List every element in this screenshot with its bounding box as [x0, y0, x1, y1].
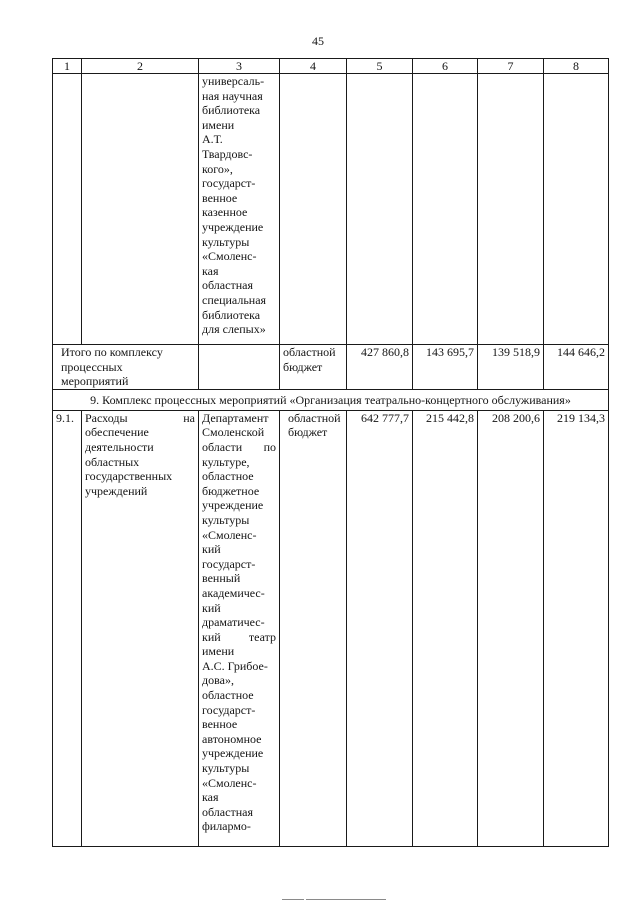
executor-theatre-line: кий театр — [202, 629, 276, 644]
item-executor — [199, 410, 280, 846]
section-title: 9. Комплекс процессных мероприятий «Организация театрально-концертного обслуживания» — [53, 389, 609, 410]
item-name — [82, 410, 199, 846]
empty-cell — [347, 74, 413, 345]
column-number: 1 — [53, 59, 82, 74]
column-number: 7 — [478, 59, 544, 74]
empty-cell — [280, 74, 347, 345]
executor-middle: культуре, областное бюджетное учреждение культуры «Смоленс- кий государст- венный академичес- кий драматичес- — [202, 454, 265, 630]
continuation-row — [53, 74, 609, 345]
empty-cell — [53, 74, 82, 345]
scan-mark — [306, 899, 386, 900]
item-amount-col8: 219 134,3 — [544, 410, 609, 846]
total-source: областной бюджет — [280, 345, 347, 390]
total-amount-col8: 144 646,2 — [544, 345, 609, 390]
scan-mark — [282, 899, 304, 900]
item-amount-col5: 642 777,7 — [347, 410, 413, 846]
column-number: 6 — [413, 59, 478, 74]
page-number: 45 — [312, 34, 324, 48]
total-label: Итого по комплексу процессных мероприятий — [53, 345, 199, 390]
empty-cell — [82, 74, 199, 345]
total-row — [53, 345, 609, 390]
item-name-rest: обеспечение деятельности областных государственных учреждений — [85, 425, 173, 498]
item-source: областной бюджет — [280, 410, 347, 846]
executor-rest: имени А.С. Грибое- дова», областное государст- венное автономное учреждение культуры «Смоленс- кая областная филармо- — [202, 644, 268, 834]
executor-line2: Смоленской — [202, 425, 265, 440]
total-amount-col6: 143 695,7 — [413, 345, 478, 390]
empty-cell — [413, 74, 478, 345]
column-number: 2 — [82, 59, 199, 74]
empty-cell — [544, 74, 609, 345]
program-table — [52, 58, 609, 847]
item-amount-col7: 208 200,6 — [478, 410, 544, 846]
total-amount-col7: 139 518,9 — [478, 345, 544, 390]
column-number: 5 — [347, 59, 413, 74]
section-heading-row — [53, 389, 609, 410]
column-number: 8 — [544, 59, 609, 74]
executor-continuation: универсаль- ная научная библиотека имени А.Т. Твардовс- кого», государст- венное казенное учреждение культуры «Смоленс- кая областная специальная библиотека для слепых» — [199, 74, 280, 345]
empty-cell — [199, 345, 280, 390]
column-number-row — [53, 59, 609, 74]
item-row-9-1 — [53, 410, 609, 846]
empty-cell — [478, 74, 544, 345]
item-name-line1: Расходы на — [85, 410, 195, 425]
executor-line3: области по — [202, 439, 276, 454]
column-number: 3 — [199, 59, 280, 74]
item-amount-col6: 215 442,8 — [413, 410, 478, 846]
item-number: 9.1. — [53, 410, 82, 846]
executor-line1: Департамент — [202, 410, 269, 425]
total-amount-col5: 427 860,8 — [347, 345, 413, 390]
column-number: 4 — [280, 59, 347, 74]
